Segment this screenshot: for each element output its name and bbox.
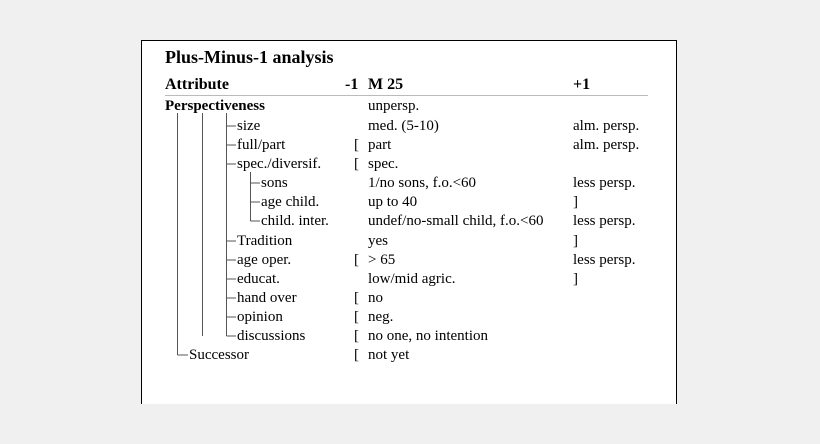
- page-title: Plus-Minus-1 analysis: [165, 47, 334, 67]
- row-mark-opinion: [: [354, 309, 359, 325]
- header-model: M 25: [368, 76, 404, 93]
- row-value-full-part: part: [368, 137, 392, 153]
- row-plus-age-oper: less persp.: [573, 252, 636, 268]
- row-plus-educat: ]: [573, 271, 578, 287]
- row-attr-opinion: opinion: [237, 309, 283, 325]
- row-attr-educat: educat.: [237, 271, 280, 287]
- row-value-perspectiveness: unpersp.: [368, 98, 420, 114]
- row-attr-size: size: [237, 118, 261, 134]
- row-attr-successor: Successor: [189, 347, 249, 363]
- row-mark-age-oper: [: [354, 252, 359, 268]
- row-mark-discussions: [: [354, 328, 359, 344]
- row-value-age-oper: > 65: [368, 252, 396, 268]
- row-attr-sons: sons: [261, 175, 288, 191]
- row-plus-tradition: ]: [573, 233, 578, 249]
- row-attr-full-part: full/part: [237, 137, 286, 153]
- row-mark-spec-diversif: [: [354, 156, 359, 172]
- row-attr-tradition: Tradition: [237, 233, 293, 249]
- header-attribute: Attribute: [165, 76, 229, 93]
- row-attr-child-inter: child. inter.: [261, 213, 329, 229]
- row-value-size: med. (5-10): [368, 118, 439, 134]
- row-attr-perspectiveness: Perspectiveness: [165, 98, 265, 114]
- row-plus-size: alm. persp.: [573, 118, 640, 134]
- row-plus-sons: less persp.: [573, 175, 636, 191]
- row-value-child-inter: undef/no-small child, f.o.<60: [368, 213, 544, 229]
- row-attr-discussions: discussions: [237, 328, 306, 344]
- row-attr-age-child: age child.: [261, 194, 320, 210]
- row-plus-full-part: alm. persp.: [573, 137, 640, 153]
- row-plus-age-child: ]: [573, 194, 578, 210]
- row-value-opinion: neg.: [368, 309, 394, 325]
- row-attr-spec-diversif: spec./diversif.: [237, 156, 322, 172]
- row-mark-hand-over: [: [354, 290, 359, 306]
- header-minus-one: -1: [345, 76, 359, 93]
- row-mark-successor: [: [354, 347, 359, 363]
- row-value-successor: not yet: [368, 347, 410, 363]
- header-divider: [165, 95, 648, 96]
- row-value-hand-over: no: [368, 290, 383, 306]
- row-attr-hand-over: hand over: [237, 290, 297, 306]
- row-value-age-child: up to 40: [368, 194, 418, 210]
- row-value-spec-diversif: spec.: [368, 156, 399, 172]
- row-value-sons: 1/no sons, f.o.<60: [368, 175, 477, 191]
- row-value-educat: low/mid agric.: [368, 271, 456, 287]
- header-plus-one: +1: [573, 76, 591, 93]
- row-mark-full-part: [: [354, 137, 359, 153]
- row-value-tradition: yes: [368, 233, 388, 249]
- row-value-discussions: no one, no intention: [368, 328, 488, 344]
- row-plus-child-inter: less persp.: [573, 213, 636, 229]
- row-attr-age-oper: age oper.: [237, 252, 292, 268]
